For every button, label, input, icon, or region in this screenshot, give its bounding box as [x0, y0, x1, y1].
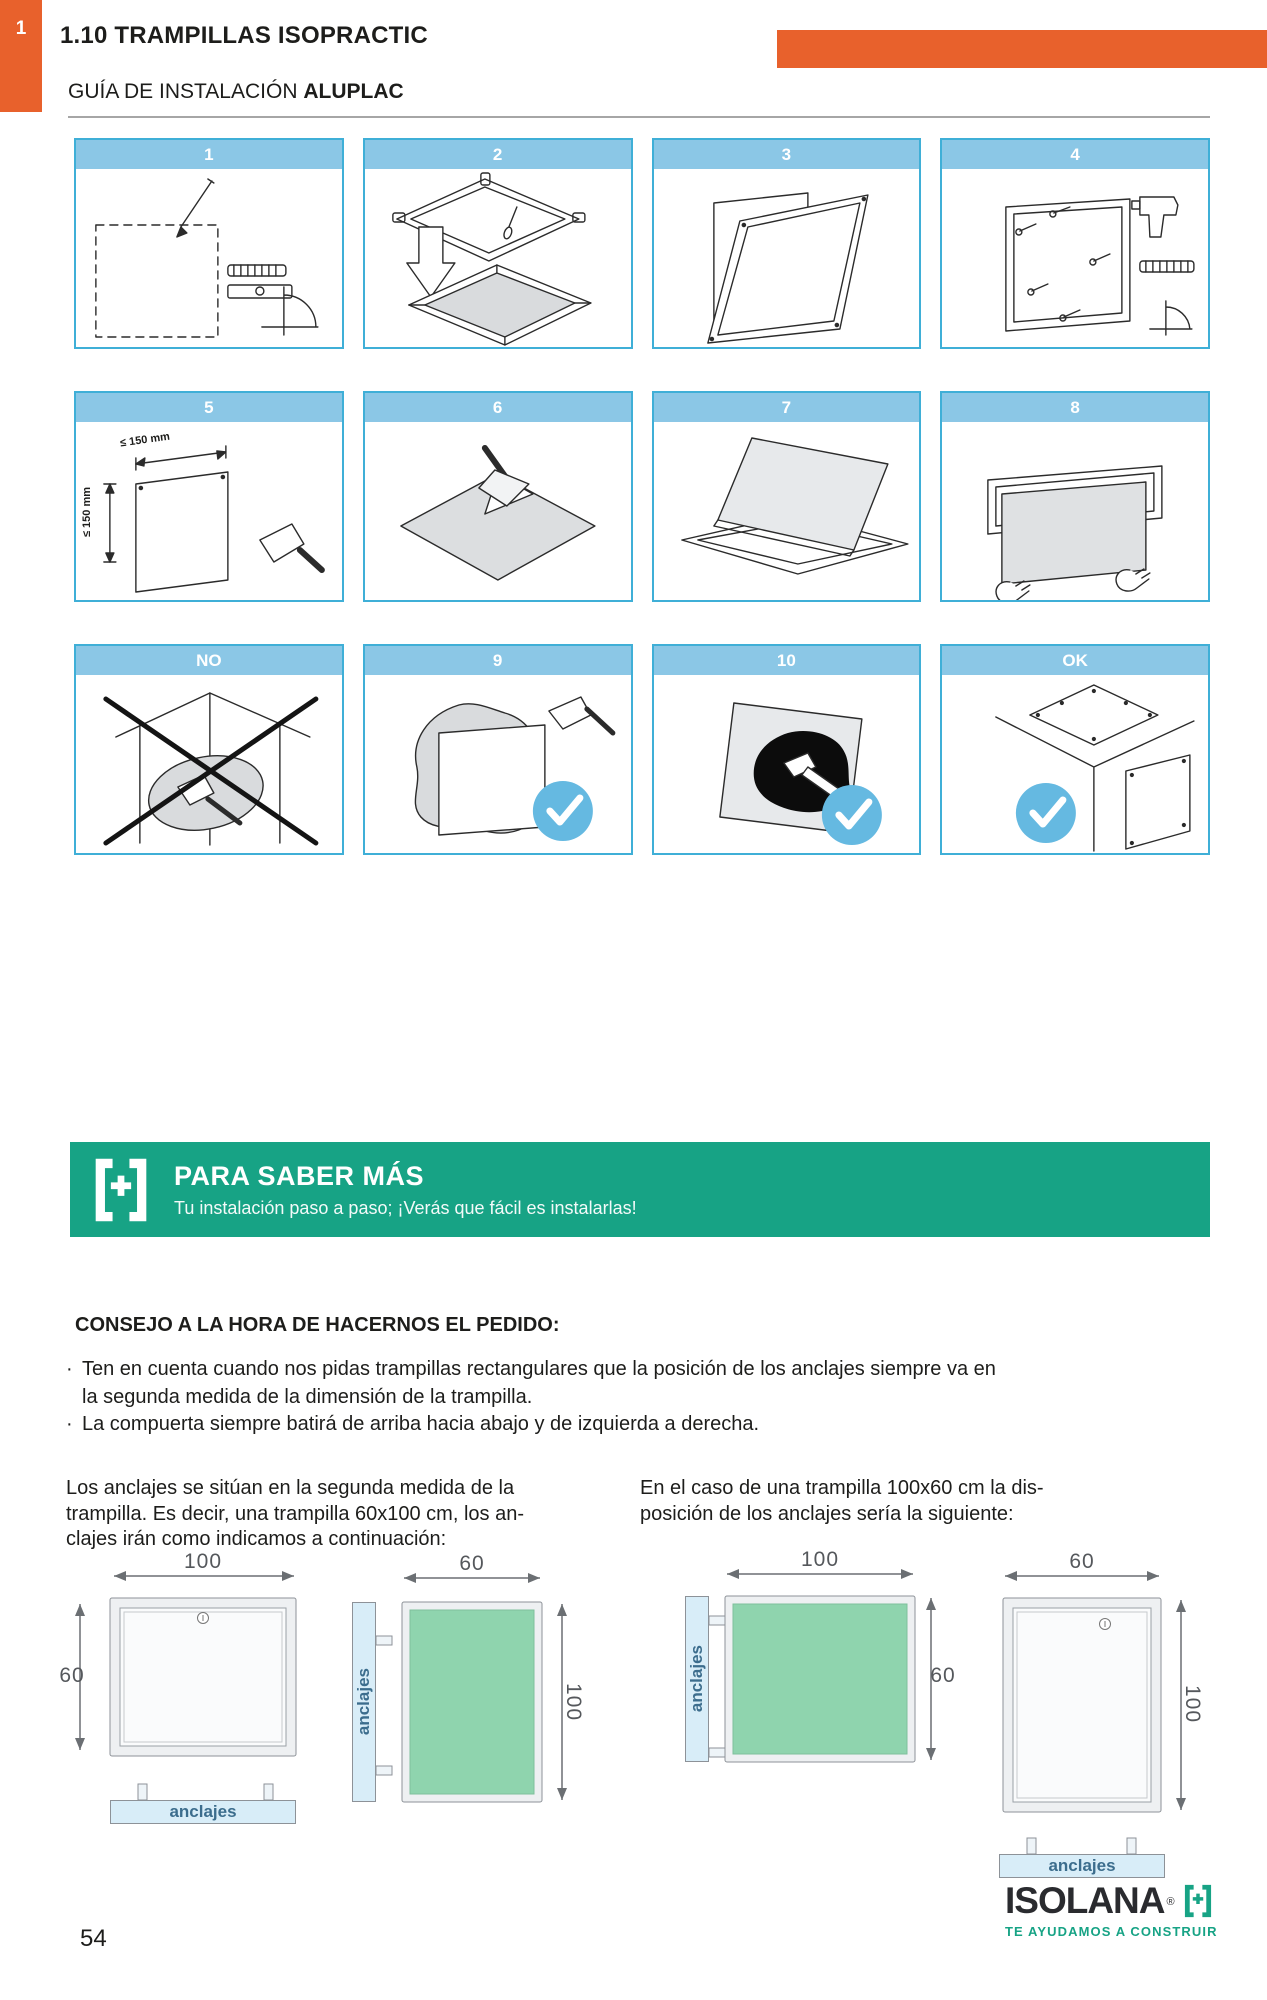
- advice-bullet-2: [66, 1411, 1176, 1439]
- registered-mark: ®: [1166, 1896, 1175, 1908]
- step-number: OK: [942, 646, 1208, 675]
- anclajes-bar: [352, 1602, 376, 1802]
- dimension-side: 100: [1181, 1684, 1204, 1724]
- dimension-top: 60: [1069, 1550, 1095, 1573]
- bullet-marker: ·: [66, 1413, 73, 1436]
- banner-subtitle: Tu instalación paso a paso; ¡Verás que fácil es instalarlas!: [174, 1197, 637, 1218]
- step-number: 1: [76, 140, 342, 169]
- step3-insert-frame-illustration: [654, 169, 920, 347]
- para-saber-mas-banner: [70, 1142, 1210, 1237]
- step-number: 4: [942, 140, 1208, 169]
- step-panel-no: [74, 644, 344, 855]
- step-panel-5: [74, 391, 344, 602]
- step5-top-dimension: ≤ 150 mm: [119, 430, 171, 450]
- step-no-body: [76, 675, 342, 853]
- anclajes-label: anclajes: [354, 1668, 373, 1736]
- dimension-side: 60: [59, 1664, 85, 1687]
- brand-name: ISOLANA: [1005, 1880, 1165, 1921]
- anclajes-bar: [110, 1800, 296, 1824]
- step5-left-dimension: ≤ 150 mm: [81, 486, 93, 538]
- step-panel-9: [363, 644, 633, 855]
- advice-bullets: [66, 1356, 1176, 1439]
- step-1-body: [76, 169, 342, 347]
- step-ok-body: [942, 675, 1208, 853]
- brand-tagline: TE AYUDAMOS A CONSTRUIR: [1005, 1924, 1218, 1939]
- wrong-method-illustration: [76, 675, 342, 853]
- anclajes-bar: [999, 1854, 1165, 1878]
- step7-place-lid-illustration: [654, 422, 920, 600]
- step-number: 8: [942, 393, 1208, 422]
- dimension-top: 100: [183, 1550, 223, 1573]
- step-panel-3: [652, 138, 922, 349]
- step2-frame-assembly-illustration: [365, 169, 631, 347]
- advice-bullet-1: [66, 1356, 1176, 1411]
- bullet-line: la segunda medida de la dimensión de la trampilla.: [82, 1385, 533, 1408]
- step-number: 7: [654, 393, 920, 422]
- step-number: 5: [76, 393, 342, 422]
- text-line: En el caso de una trampilla 100x60 cm la dis-: [640, 1477, 1044, 1499]
- subtitle-product: ALUPLAC: [303, 80, 404, 103]
- step-panel-10: [652, 644, 922, 855]
- step-2-body: [365, 169, 631, 347]
- installation-steps-grid: [74, 138, 1210, 855]
- diagram-100x60-board: [655, 1548, 956, 1882]
- step-8-body: [942, 422, 1208, 600]
- step1-mark-opening-illustration: [76, 169, 342, 347]
- step-panel-6: [363, 391, 633, 602]
- anclajes-label: anclajes: [687, 1645, 706, 1713]
- step-number: 6: [365, 393, 631, 422]
- step-panel-4: [940, 138, 1210, 349]
- step-number: NO: [76, 646, 342, 675]
- step-10-body: [654, 675, 920, 853]
- advice-heading: CONSEJO A LA HORA DE HACERNOS EL PEDIDO:: [75, 1314, 560, 1336]
- header-accent-bar: [777, 30, 1267, 68]
- bullet-line: Ten en cuenta cuando nos pidas trampillas rectangulares que la posición de los anclajes siempre va en: [82, 1358, 996, 1380]
- step10-finish-surface-illustration: [654, 675, 920, 853]
- dimension-top: 60: [459, 1552, 485, 1575]
- page-number: 54: [80, 1925, 107, 1952]
- bullet-text: [82, 1411, 759, 1439]
- step-9-body: [365, 675, 631, 853]
- bullet-line: La compuerta siempre batirá de arriba hacia abajo y de izquierda a derecha.: [82, 1413, 760, 1436]
- correct-result-illustration: [942, 675, 1208, 853]
- plus-brackets-icon: [94, 1156, 148, 1224]
- step6-paste-board-illustration: [365, 422, 631, 600]
- banner-title: PARA SABER MÁS: [174, 1160, 425, 1191]
- text-line: Los anclajes se sitúan en la segunda medida de la: [66, 1477, 515, 1499]
- logo-line: [1005, 1880, 1245, 1922]
- brand-plus-brackets-icon: [1183, 1884, 1213, 1918]
- diagram-60x100-board: [340, 1552, 585, 1882]
- isolana-logo: [1005, 1880, 1245, 1939]
- step-4-body: [942, 169, 1208, 347]
- anchors-text-left: [66, 1476, 566, 1553]
- text-line: trampilla. Es decir, una trampilla 60x100 cm, los an-: [66, 1502, 524, 1525]
- anclajes-bar: [685, 1596, 709, 1762]
- diagram-60x100-front: [60, 1552, 330, 1882]
- diagram-a-drawing: [60, 1552, 330, 1882]
- banner-text: [174, 1161, 637, 1219]
- step-panel-2: [363, 138, 633, 349]
- step4-screw-frame-illustration: [942, 169, 1208, 347]
- header-divider: [68, 116, 1210, 118]
- step-3-body: [654, 169, 920, 347]
- bullet-marker: ·: [66, 1358, 73, 1380]
- diagram-b-drawing: [340, 1552, 580, 1882]
- step-number: 10: [654, 646, 920, 675]
- step-7-body: [654, 422, 920, 600]
- text-line: clajes irán como indicamos a continuación:: [66, 1528, 447, 1551]
- step-panel-7: [652, 391, 922, 602]
- anclajes-label: anclajes: [1048, 1856, 1116, 1875]
- step9-plaster-edges-illustration: [365, 675, 631, 853]
- check-icon: [1016, 783, 1076, 843]
- section-number-tab: 1: [0, 0, 42, 112]
- diagram-100x60-front: [955, 1552, 1245, 1902]
- step-5-body: [76, 422, 342, 600]
- step-panel-ok: [940, 644, 1210, 855]
- step-number: 2: [365, 140, 631, 169]
- dimension-top: 100: [800, 1548, 840, 1571]
- anclajes-label: anclajes: [169, 1802, 237, 1821]
- check-icon: [821, 785, 881, 845]
- step5-anchor-distance-illustration: [76, 422, 342, 600]
- step8-fit-door-illustration: [942, 422, 1208, 600]
- bullet-text: [82, 1356, 996, 1411]
- page-subtitle: [68, 80, 404, 104]
- step-number: 9: [365, 646, 631, 675]
- page-title: 1.10 TRAMPILLAS ISOPRACTIC: [60, 22, 428, 49]
- check-icon: [533, 781, 593, 841]
- step-6-body: [365, 422, 631, 600]
- dimension-side: 60: [930, 1664, 956, 1687]
- step-panel-1: [74, 138, 344, 349]
- step-number: 3: [654, 140, 920, 169]
- step-panel-8: [940, 391, 1210, 602]
- dimension-side: 100: [562, 1682, 585, 1722]
- subtitle-prefix: GUÍA DE INSTALACIÓN: [68, 80, 304, 103]
- anchors-text-right: [640, 1476, 1160, 1527]
- text-line: posición de los anclajes sería la siguiente:: [640, 1502, 1014, 1525]
